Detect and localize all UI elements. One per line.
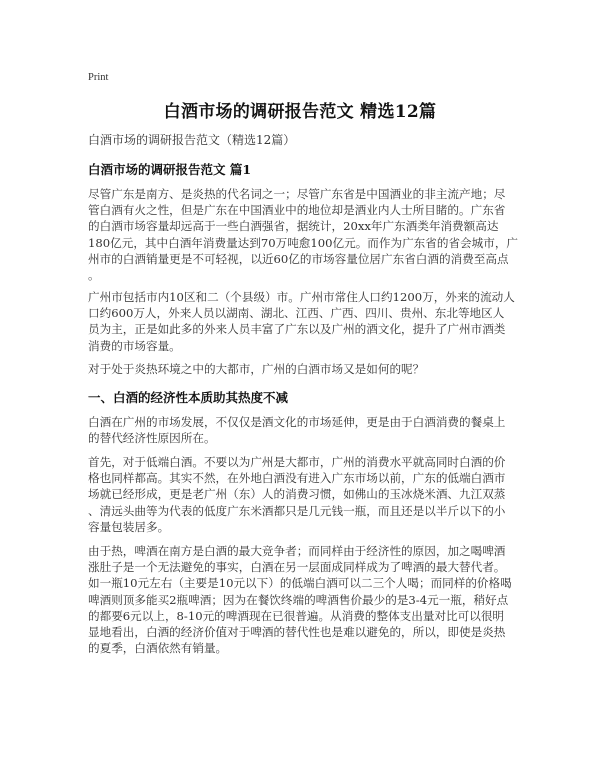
text-line: 白酒在广州的市场发展，不仅仅是酒文化的市场延伸，更是由于白酒消费的餐桌上 (88, 415, 506, 429)
text-line: 如一瓶10元左右（主要是10元以下）的低端白酒可以二三个人喝；而同样的价格喝 (88, 576, 512, 591)
print-label[interactable]: Print (88, 72, 109, 83)
text-line: 员为主，正是如此多的外来人员丰富了广东以及广州的酒文化，提升了广州市酒类 (88, 322, 506, 337)
text-line: 场就已经形成，更是老广州（东）人的消费习惯，如佛山的玉冰烧米酒、九江双蒸 (88, 487, 506, 502)
text-line: 首先，对于低端白酒。不要以为广州是大都市，广州的消费水平就高同时白酒的价 (88, 455, 506, 469)
text-line: 的白酒市场容量却远高于一些白酒强省，据统计，20xx年广东酒类年消费额高达 (88, 219, 499, 234)
text-line: 的都要6元以上，8-10元的啤酒现在已很普遍。从消费的整体支出量对比可以很明 (88, 608, 505, 623)
section-heading-1: 白酒市场的调研报告范文 篇1 (88, 162, 252, 177)
text-line: 格也同样都高。其实不然，在外地白酒没有进入广东市场以前，广东的低端白酒市 (88, 471, 506, 486)
text-line: 管白酒有火之性，但是广东在中国酒业中的地位却是酒业内人士所目睹的。广东省 (88, 203, 506, 218)
text-line: 消费的市场容量。 (88, 338, 181, 353)
text-line: 尽管广东是南方、是炎热的代名词之一；尽管广东省是中国酒业的非主流产地；尽 (88, 187, 506, 201)
text-line: 显地看出，白酒的经济价值对于啤酒的替代性也是难以避免的，所以，即使是炎热 (88, 625, 506, 640)
text-line: 广州市包括市内10区和二（个县级）市。广州市常住人口约1200万，外来的流动人 (88, 290, 515, 304)
text-line: 涨肚子是一个无法避免的事实，白酒在另一层面成同样成为了啤酒的最大替代者。 (88, 560, 506, 575)
text-line: 的替代经济性原因所在。 (88, 431, 216, 446)
text-line: 容量包装居多。 (88, 519, 170, 534)
text-line: 州市的白酒销量更是不可轻视，以近60亿的市场容量位居广东省白酒的消费至高点 (88, 251, 509, 266)
text-line: 、清远头曲等为代表的低度广东米酒都只是几元钱一瓶，而且还是以半斤以下的小 (88, 503, 506, 518)
text-line: 对于处于炎热环境之中的大都市，广州的白酒市场又是如何的呢？ (88, 362, 425, 376)
text-line: 口约600万人，外来人员以湖南、湖北、江西、广西、四川、贵州、东北等地区人 (88, 306, 505, 321)
text-line: 的夏季，白酒依然有销量。 (88, 641, 228, 656)
paragraph-6 (88, 543, 516, 656)
text-line: 。 (88, 268, 100, 283)
section-heading-2: 一、白酒的经济性本质助其热度不减 (88, 390, 289, 405)
document-subtitle: 白酒市场的调研报告范文（精选12篇） (88, 133, 296, 147)
paragraph-1 (88, 186, 519, 283)
paragraph-2 (88, 289, 516, 354)
text-line: 啤酒则顶多能买2瓶啤酒；因为在餐饮终端的啤酒售价最少的是3-4元一瓶，稍好点 (88, 592, 509, 607)
paragraph-5 (88, 454, 516, 535)
text-line: 180亿元，其中白酒年消费量达到70万吨愈100亿元。而作为广东省的省会城市，广 (88, 235, 519, 250)
page-title: 白酒市场的调研报告范文 精选12篇 (163, 102, 437, 122)
paragraph-4 (88, 414, 516, 446)
text-line: 由于热，啤酒在南方是白酒的最大竞争者；而同样由于经济性的原因，加之喝啤酒 (88, 544, 506, 558)
paragraph-3 (88, 361, 516, 377)
